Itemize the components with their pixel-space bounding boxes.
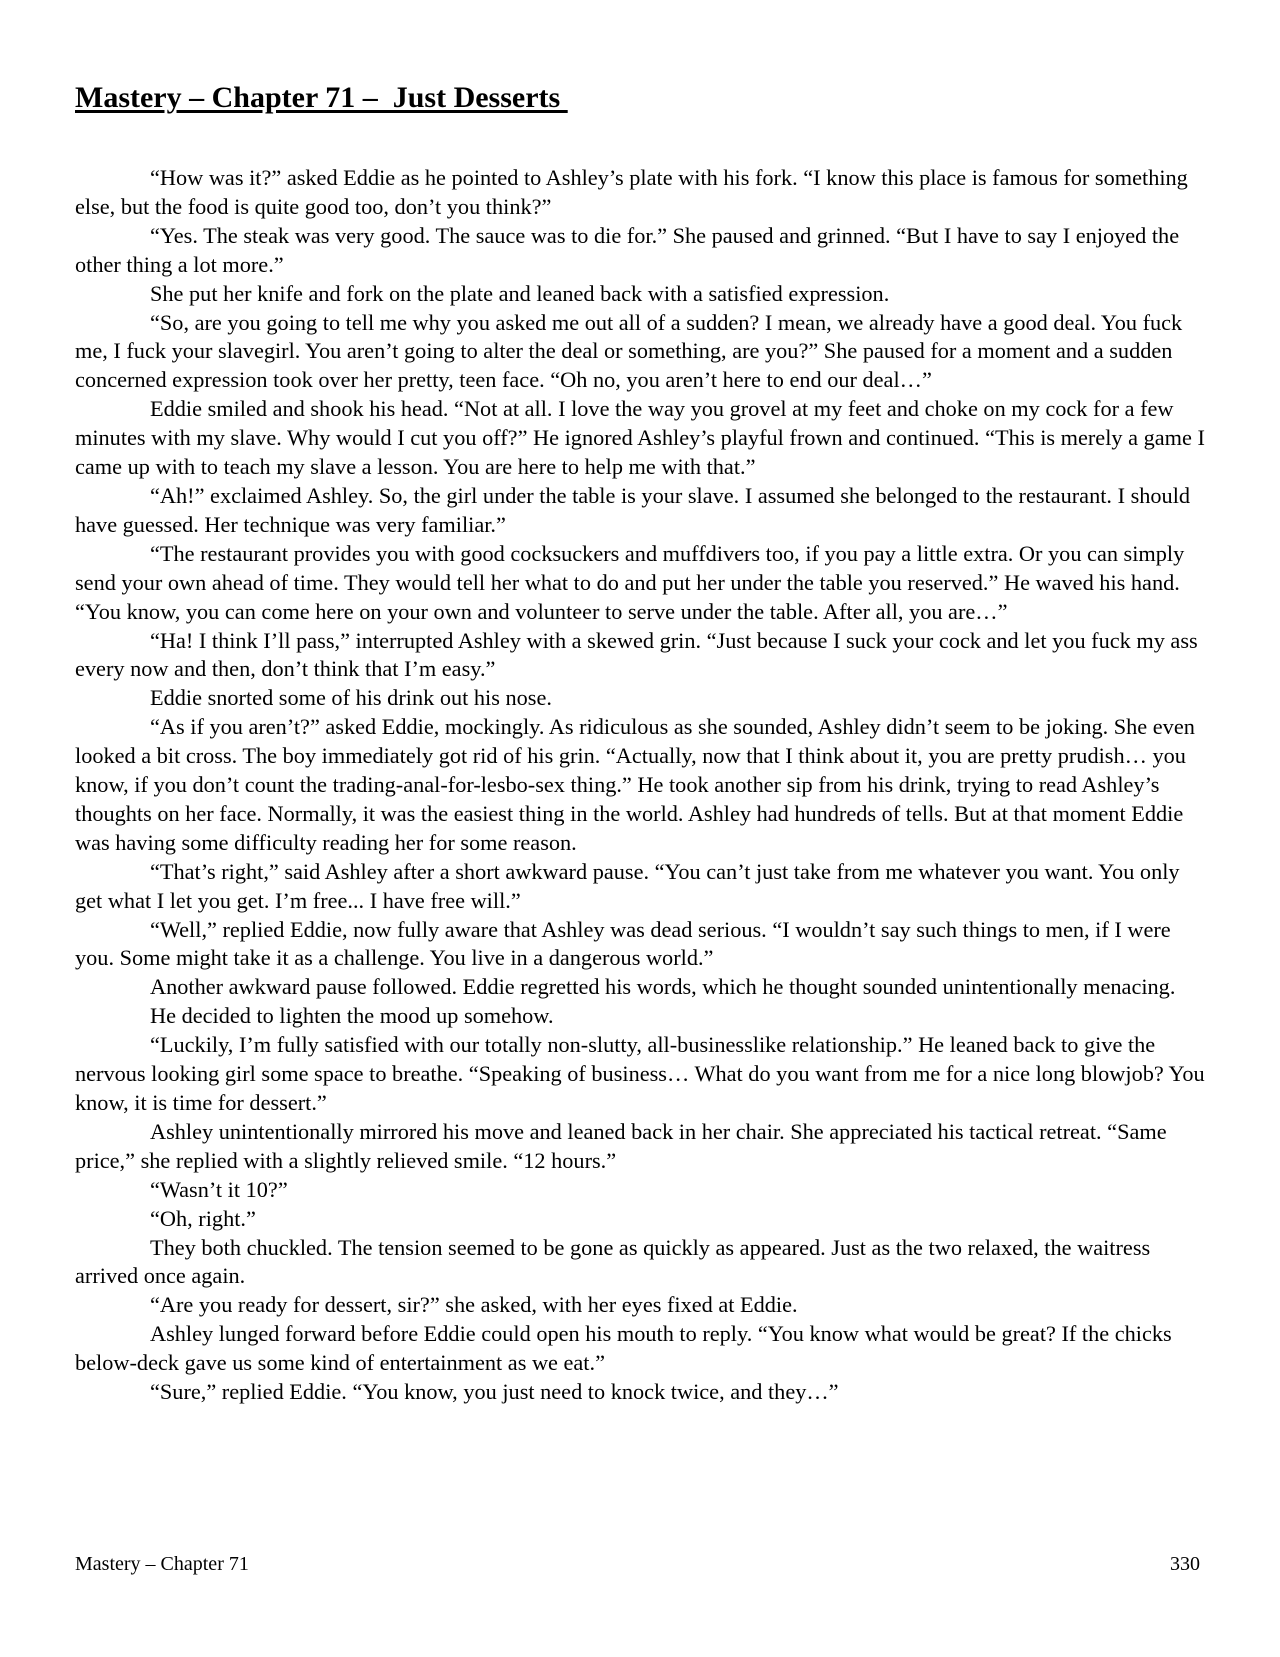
paragraph: They both chuckled. The tension seemed to be gone as quickly as appeared. Just as the two relaxed, the waitress arrived once again. bbox=[75, 1234, 1151, 1289]
footer-chapter-label: Mastery – Chapter 71 bbox=[75, 1553, 249, 1575]
paragraph: Eddie smiled and shook his head. “Not at all. I love the way you grovel at my feet and choke on my cock for a few minutes with my slave. Why would I cut you off?” He ignored Ashley’s playful frown and continued. “This is merely a game I came up with to teach my slave a lesson. You are here to help me with that.” bbox=[75, 396, 1205, 480]
paragraph: Another awkward pause followed. Eddie regretted his words, which he thought sounded unintentionally menacing. bbox=[150, 974, 1176, 1000]
paragraph: “The restaurant provides you with good cocksuckers and muffdivers too, if you pay a little extra. Or you can simply send your own ahead of time. They would tell her what to do and put her under the table you reserved.” He waved his hand. “You know, you can come here on your own and volunteer to serve under the table. After all, you are…” bbox=[75, 540, 1185, 624]
paragraph: “How was it?” asked Eddie as he pointed to Ashley’s plate with his fork. “I know this place is famous for something else, but the food is quite good too, don’t you think?” bbox=[75, 165, 1188, 219]
page-number: 330 bbox=[1170, 1553, 1200, 1575]
paragraph: “Well,” replied Eddie, now fully aware that Ashley was dead serious. “I wouldn’t say such things to men, if I were you. Some might take it as a challenge. You live in a dangerous world.” bbox=[75, 916, 1171, 971]
paragraph: “That’s right,” said Ashley after a short awkward pause. “You can’t just take from me whatever you want. You only get what I let you get. I’m free... I have free will.” bbox=[75, 858, 1180, 913]
paragraph: “As if you aren’t?” asked Eddie, mockingly. As ridiculous as she sounded, Ashley didn’t seem to be joking. She even looked a bit cross. The boy immediately got rid of his grin. “Actually, now that I think about it, you are pretty prudish… you know, if you don’t count the trading-anal-for-lesbo-sex thing.” He took another sip from his drink, trying to read Ashley’s thoughts on her face. Normally, it was the easiest thing in the world. Ashley had hundreds of tells. But at that moment Eddie was having some difficulty reading her for some reason. bbox=[75, 714, 1195, 855]
paragraph: “Ha! I think I’ll pass,” interrupted Ashley with a skewed grin. “Just because I suck your cock and let you fuck my ass every now and then, don’t think that I’m easy.” bbox=[75, 627, 1198, 682]
page-title: Mastery – Chapter 71 – Just Desserts bbox=[75, 81, 568, 114]
paragraph: She put her knife and fork on the plate and leaned back with a satisfied expression. bbox=[150, 280, 890, 306]
paragraph: He decided to lighten the mood up somehow. bbox=[150, 1003, 554, 1029]
paragraph: Ashley unintentionally mirrored his move and leaned back in her chair. She appreciated his tactical retreat. “Same price,” she replied with a slightly relieved smile. “12 hours.” bbox=[75, 1118, 1167, 1173]
paragraph: Ashley lunged forward before Eddie could open his mouth to reply. “You know what would be great? If the chicks below-deck gave us some kind of entertainment as we eat.” bbox=[75, 1321, 1172, 1376]
paragraph: “Oh, right.” bbox=[150, 1205, 256, 1231]
paragraph: “Ah!” exclaimed Ashley. So, the girl under the table is your slave. I assumed she belonged to the restaurant. I should have guessed. Her technique was very familiar.” bbox=[75, 482, 1191, 537]
paragraph: Eddie snorted some of his drink out his nose. bbox=[150, 685, 552, 711]
paragraph: “So, are you going to tell me why you asked me out all of a sudden? I mean, we already have a good deal. You fuck me, I fuck your slavegirl. You aren’t going to alter the deal or something, are you?” She paused for a moment and a sudden concerned expression took over her pretty, teen face. “Oh no, you aren’t here to end our deal…” bbox=[75, 309, 1183, 393]
paragraph: “Yes. The steak was very good. The sauce was to die for.” She paused and grinned. “But I have to say I enjoyed the other thing a lot more.” bbox=[75, 222, 1180, 277]
paragraph: “Luckily, I’m fully satisfied with our totally non-slutty, all-businesslike relationship.” He leaned back to give the nervous looking girl some space to breathe. “Speaking of business… What do you want from me for a nice long blowjob? You know, it is time for dessert.” bbox=[75, 1032, 1205, 1115]
paragraph: “Sure,” replied Eddie. “You know, you just need to knock twice, and they…” bbox=[150, 1379, 839, 1405]
paragraph: “Are you ready for dessert, sir?” she asked, with her eyes fixed at Eddie. bbox=[150, 1292, 798, 1318]
chapter-body bbox=[75, 164, 1207, 1407]
paragraph: “Wasn’t it 10?” bbox=[150, 1176, 288, 1202]
